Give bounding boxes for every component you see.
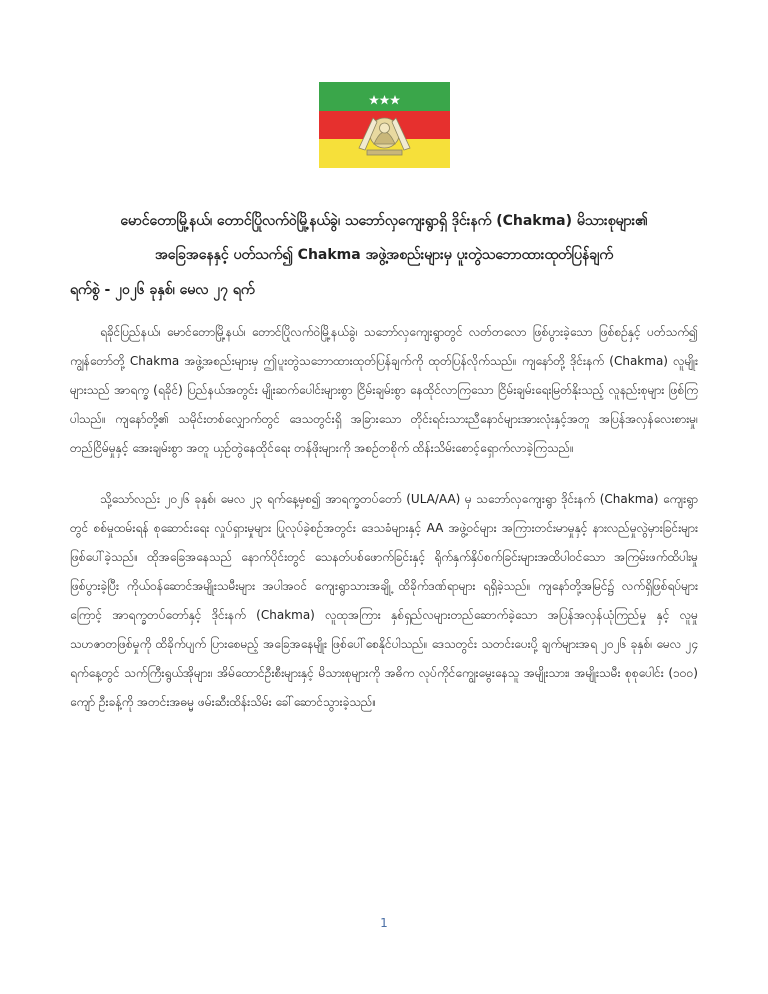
statement-date: ရက်စွဲ - ၂၀၂၆ ခုနှစ်၊ မေလ ၂၇ ရက်: [70, 282, 255, 298]
paragraph-2: သို့သော်လည်း ၂၀၂၆ ခုနှစ်၊ မေလ ၂၃ ရက်နေ့မှစ၍ အာရက္ခတပ်တော် (ULA/AA) မှ သဘော်လှကျေးရွာ ဒိုင်းနက် (Chakma) ကျေးရွာတွင် စစ်မှုထမ်းရန် စုဆောင်းရေး လှုပ်ရှားမှုများ ပြုလုပ်ခဲ့စဉ်အတွင်း ဒေသခံများနှင့် AA အဖွဲ့ဝင်များ အကြားတင်းမာမှုနှင့် နားလည်မှုလွဲမှားခြင်းများ ဖြစ်ပေါ်ခဲ့သည်။ ထိုအခြေအနေသည် နောက်ပိုင်းတွင် သေနတ်ပစ်ဖောက်ခြင်းနှင့် ရိုက်နှက်နှိပ်စက်ခြင်းများအထိပါဝင်သော အကြမ်းဖက်ထိပါးမှု ဖြစ်ပွားခဲ့ပြီး ကိုယ်ဝန်ဆောင်အမျိုးသမီးများ အပါအဝင် ကျေးရွာသားအချို့ ထိခိုက်ဒဏ်ရာများ ရရှိခဲ့သည်။ ကျနော်တို့အမြင်၌ လက်ရှိဖြစ်ရပ်များကြောင့် အာရက္ခတပ်တော်နှင့် ဒိုင်းနက် (Chakma) လူထုအကြား နှစ်ရှည်လများတည်ဆောက်ခဲ့သော အပြန်အလှန်ယုံကြည်မှု နှင့် လူမှုသဟဇာတဖြစ်မှုကို ထိခိုက်ပျက် ပြားစေမည့် အခြေအနေမျိုး ဖြစ်ပေါ်စေနိုင်ပါသည်။ ဒေသတွင်း သတင်းပေးပို့ ချက်များအရ ၂၀၂၆ ခုနှစ်၊ မေလ ၂၄ ရက်နေ့တွင် သက်ကြီးရွယ်အိုများ၊ အိမ်ထောင်ဦးစီးများနှင့် မိသားစုများကို အဓိက လုပ်ကိုင်ကျွေးမွေးနေသူ အမျိုးသား၊ အမျိုးသမီး စုစုပေါင်း (၁၀၀) ကျော် ဦးခန့်ကို အတင်းအဓမ္မ ဖမ်းဆီးထိန်းသိမ်း ခေါ်ဆောင်သွားခဲ့သည်။: [70, 492, 698, 709]
statement-body: [70, 318, 698, 739]
statement-title: [40, 204, 728, 272]
title-line-1: မောင်တောမြို့နယ်၊ တောင်ပြိုလက်ဝဲမြို့နယ်ခွဲ၊ သဘော်လှကျေးရွာရှိ ဒိုင်းနက် (Chakma) မိသားစုများ၏: [120, 213, 648, 229]
title-line-2: အခြေအနေနှင့် ပတ်သက်၍ Chakma အဖွဲ့အစည်းများမှ ပူးတွဲသဘောထားထုတ်ပြန်ချက်: [154, 247, 614, 263]
flag-icon: [319, 82, 450, 168]
page-number: 1: [380, 916, 388, 930]
chakma-flag: [319, 82, 450, 168]
paragraph-1: ရခိုင်ပြည်နယ်၊ မောင်တောမြို့နယ်၊ တောင်ပြိုလက်ဝဲမြို့နယ်ခွဲ၊ သဘော်လှကျေးရွာတွင် လတ်တလော ဖြစ်ပွားခဲ့သော ဖြစ်စဉ်နှင့် ပတ်သက်၍ ကျွန်တော်တို့ Chakma အဖွဲ့အစည်းများမှ ဤပူးတွဲသဘောထားထုတ်ပြန်ချက်ကို ထုတ်ပြန်လိုက်သည်။ ကျနော်တို့ ဒိုင်းနက် (Chakma) လူမျိုးများသည် အာရက္ခ (ရခိုင်) ပြည်နယ်အတွင်း မျိုးဆက်ပေါင်းများစွာ ငြိမ်းချမ်းစွာ နေထိုင်လာကြသော ငြိမ်းချမ်းရေးမြတ်နိုးသည့် လူနည်းစုများ ဖြစ်ကြပါသည်။ ကျနော်တို့၏ သမိုင်းတစ်လျှောက်တွင် ဒေသတွင်းရှိ အခြားသော တိုင်းရင်းသားညီနောင်များအားလုံးနှင့်အတူ အပြန်အလှန်လေးစားမှု၊ တည်ငြိမ်မှုနှင့် အေးချမ်းစွာ အတူ ယှဉ်တွဲနေထိုင်ရေး တန်ဖိုးများကို အစဉ်တစိုက် ထိန်းသိမ်းစောင့်ရှောက်လာခဲ့ကြသည်။: [70, 325, 698, 455]
